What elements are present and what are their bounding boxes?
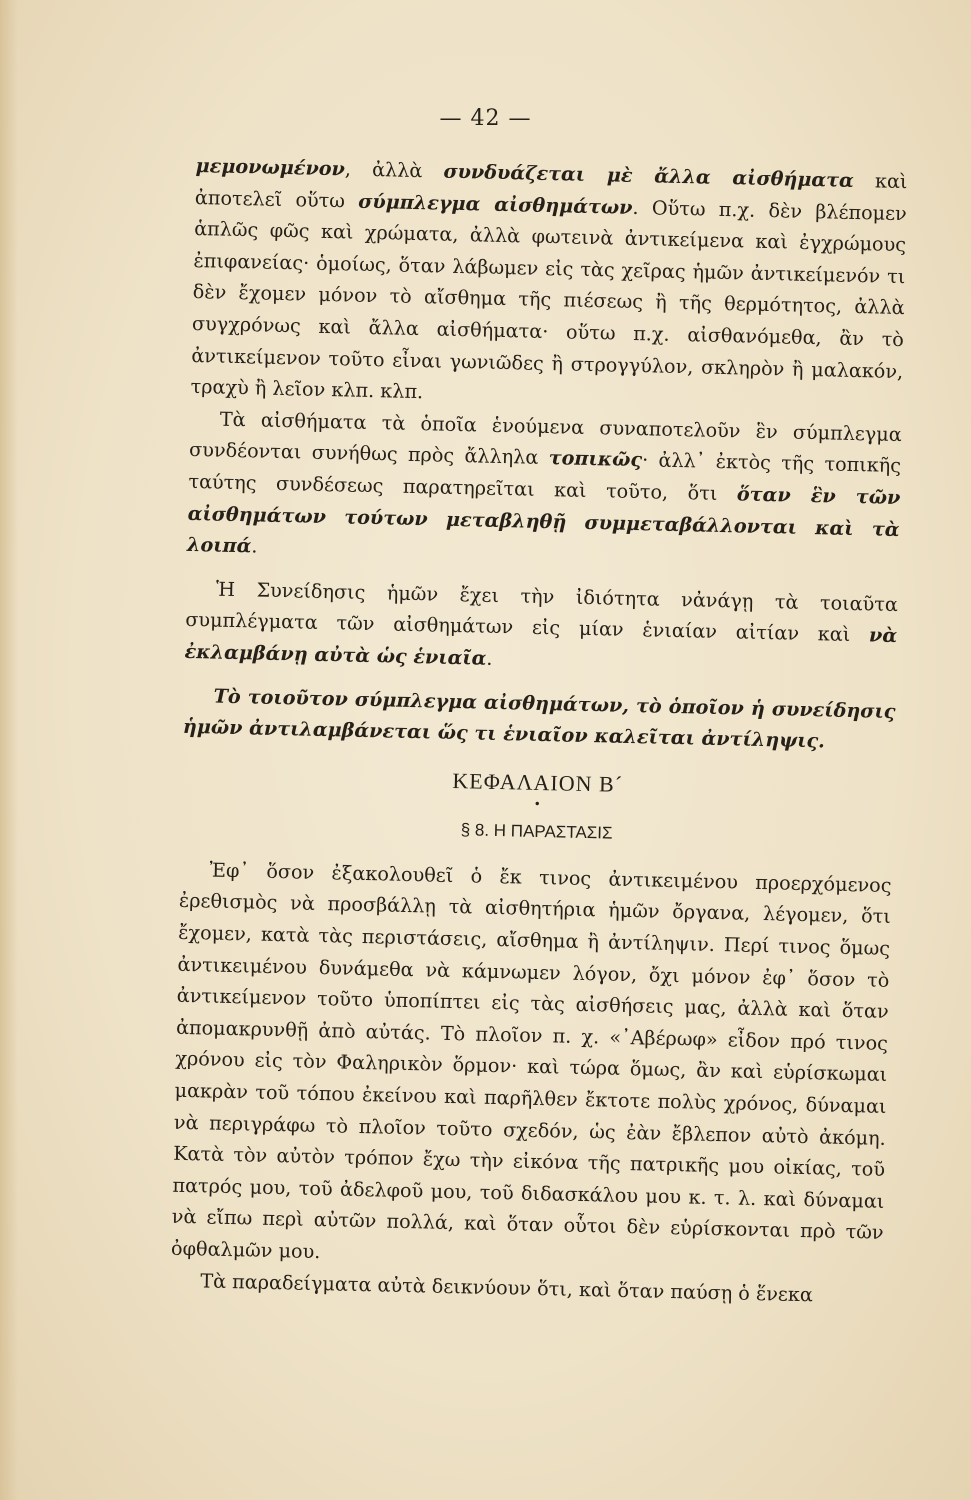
paragraph-2	[187, 403, 902, 577]
paragraph-3	[184, 573, 898, 684]
paragraph-6: Τὰ παραδείγματα αὐτὰ δεικνύουν ὅτι, καὶ ὅταν παύσῃ ὁ ἕνεκα	[200, 1268, 814, 1306]
body-text: , ἀλλὰ	[344, 157, 444, 183]
chapter-heading: ΚΕΦΑΛΑΙΟΝ Β´	[452, 767, 624, 797]
emphasis-text: τοπικῶς	[548, 446, 643, 472]
emphasis-text: νὰ ἐκλαμβάνῃ αὐτὰ ὡς ἑνιαῖα	[184, 623, 898, 670]
page-number: — 42 —	[439, 106, 532, 131]
body-text: καὶ ἀποτελεῖ οὕτω	[194, 168, 908, 213]
paragraph-4-definition: Τὸ τοιοῦτον σύμπλεγμα αἰσθημάτων, τὸ ὁποῖον ἡ συνείδησις ἡμῶν ἀντιλαμβάνεται ὥς τι ἑνιαῖον καλεῖται ἀντίληψις.	[182, 684, 896, 753]
page-body	[170, 150, 908, 1312]
body-text: Τὰ αἰσθήματα τὰ ὁποῖα ἑνούμενα συναποτελοῦν ἓν σύμπλεγμα συνδέονται συνήθως πρὸς ἄλληλα	[188, 407, 902, 470]
emphasis-text: σύμπλεγμα αἰσθημάτων	[358, 189, 633, 219]
page-edge-shadow	[0, 0, 18, 1500]
emphasis-text: ὅταν ἓν τῶν αἰσθημάτων τούτων μεταβληθῇ συμμεταβάλλονται καὶ τὰ λοιπά	[186, 482, 901, 558]
body-text: .	[486, 646, 493, 670]
body-text: Ἡ Συνείδησις ἡμῶν ἔχει τὴν ἰδιότητα νἀνάγῃ τὰ τοιαῦτα συμπλέγματα τῶν αἰσθημάτων εἰς μίαν ἑνιαίαν αἰτίαν καὶ	[185, 577, 899, 647]
body-text: . Οὕτω π.χ. δὲν βλέπομεν ἁπλῶς φῶς καὶ χρώματα, ἀλλὰ φωτεινὰ ἀντικείμενα καὶ ἐγχρώμους ἐπιφανείας· ὁμοίως, ὅταν λάβωμεν εἰς τὰς χεῖρας ἡμῶν ἀντικείμενόν τι δὲν ἔχομεν μόνον τὸ αἴσθημα τῆς πιέσεως ἢ τῆς θερμότητος, ἀλλὰ συγχρόνως καὶ ἄλλα αἰσθήματα· οὕτω π.χ. αἰσθανόμεθα, ἂν τὸ ἀντικείμενον τοῦτο εἶναι γωνιῶδες ἢ στρογγύλον, σκληρὸν ἢ μαλακόν, τραχὺ ἢ λεῖον κλπ. κλπ.	[190, 195, 908, 404]
emphasis-text: συνδυάζεται μὲ ἄλλα αἰσθήματα	[443, 159, 855, 192]
paragraph-5: Ἐφ᾽ ὅσον ἐξακολουθεῖ ὁ ἔκ τινος ἀντικειμένου προερχόμενος ἐρεθισμὸς νὰ προσβάλλῃ τὰ αἰσθητήρια ἡμῶν ὄργανα, λέγομεν, ὅτι ἔχομεν, κατὰ τὰς περιστάσεις, αἴσθημα ἢ ἀντίληψιν. Περί τινος ὅμως ἀντικειμένου δυνάμεθα νὰ κάμνωμεν λόγον, ὄχι μόνον ἐφ᾽ ὅσον τὸ ἀντικείμενον τοῦτο ὑποπίπτει εἰς τὰς αἰσθήσεις μας, ἀλλὰ καὶ ὅταν ἀπομακρυνθῇ ἀπὸ αὐτάς. Τὸ πλοῖον π. χ. «᾽Αβέρωφ» εἶδον πρό τινος χρόνου εἰς τὸν Φαληρικὸν ὅρμον· καὶ τώρα ὅμως, ἂν καὶ εὑρίσκωμαι μακρὰν τοῦ τόπου ἐκείνου καὶ παρῆλθεν ἔκτοτε πολὺς χρόνος, δύναμαι νὰ περιγράφω τὸ πλοῖον τοῦτο σχεδόν, ὡς ἐὰν ἔβλεπον αὐτὸ ἀκόμη. Κατὰ τὸν αὐτὸν τρόπον ἔχω τὴν εἰκόνα τῆς πατρικῆς μου οἰκίας, τοῦ πατρός μου, τοῦ ἀδελφοῦ μου, τοῦ διδασκάλου μου κ. τ. λ. καὶ δύναμαι νὰ εἴπω περὶ αὐτῶν πολλά, καὶ ὅταν οὗτοι δὲν εὑρίσκονται πρὸ τῶν ὀφθαλμῶν μου.	[170, 858, 892, 1264]
emphasis-text: μεμονωμένον	[195, 153, 346, 181]
body-text: · ἀλλ᾽ ἐκτὸς τῆς τοπικῆς ταύτης συνδέσεως παρατηρεῖται καὶ τοῦτο, ὅτι	[188, 448, 902, 506]
section-heading: § 8. Η ΠΑΡΑΣΤΑΣΙΣ	[460, 820, 613, 843]
paragraph-1	[190, 150, 908, 419]
body-text: .	[251, 534, 258, 558]
ornament-dot: •	[533, 797, 541, 812]
